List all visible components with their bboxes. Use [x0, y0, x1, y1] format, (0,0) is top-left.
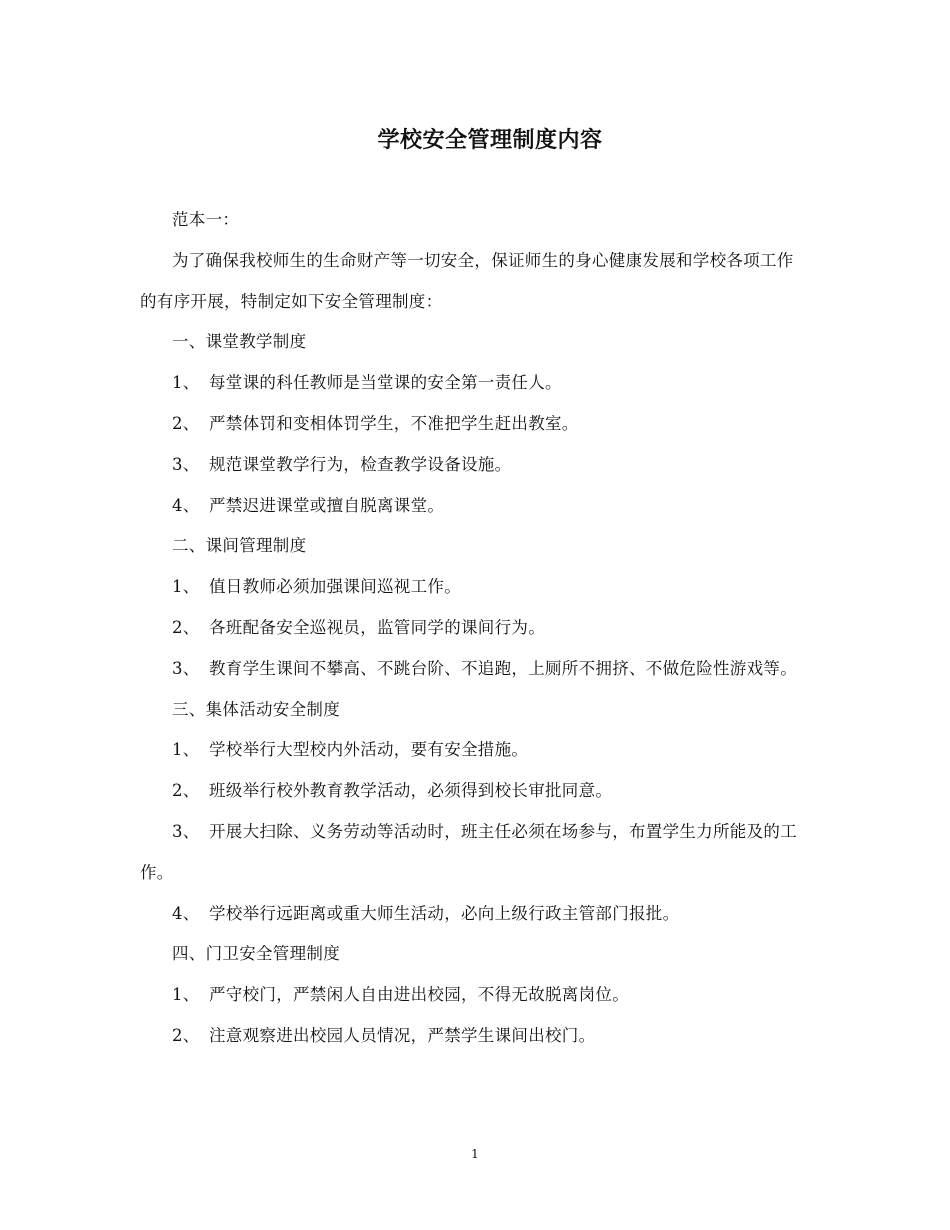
- item-number: 2、: [172, 781, 200, 801]
- page-title: 学校安全管理制度内容: [377, 128, 603, 153]
- item-number: 2、: [172, 413, 200, 433]
- item-number: 2、: [172, 1025, 200, 1045]
- list-item: [140, 486, 810, 527]
- list-item: [140, 649, 810, 690]
- document-body: [140, 200, 810, 1057]
- item-text: 规范课堂教学行为，检查教学设备设施。: [209, 454, 512, 474]
- list-item: [140, 975, 810, 1016]
- item-text: 开展大扫除、义务劳动等活动时，班主任必须在场参与，布置学生力所能及的工作。: [140, 821, 797, 882]
- item-text: 注意观察进出校园人员情况，严禁学生课间出校门。: [209, 1025, 596, 1045]
- paragraph: 范本一：: [172, 210, 240, 229]
- list-item: [140, 567, 810, 608]
- item-number: 1、: [172, 577, 200, 597]
- item-text: 值日教师必须加强课间巡视工作。: [209, 577, 461, 597]
- paragraph: 为了确保我校师生的生命财产等一切安全，保证师生的身心健康发展和学校各项工作的有序开展，特制定如下安全管理制度：: [140, 250, 794, 311]
- item-text: 学校举行大型校内外活动，要有安全措施。: [209, 740, 529, 760]
- list-item: [140, 1016, 810, 1057]
- list-item: [140, 730, 810, 771]
- item-number: 4、: [172, 903, 200, 923]
- page-number: 1: [471, 1147, 479, 1161]
- item-number: 4、: [172, 495, 200, 515]
- item-number: 2、: [172, 617, 200, 637]
- list-item: [140, 445, 810, 486]
- item-number: 1、: [172, 740, 200, 760]
- list-item: [140, 771, 810, 812]
- list-item: [140, 404, 810, 445]
- item-text: 班级举行校外教育教学活动，必须得到校长审批同意。: [209, 781, 613, 801]
- item-text: 严禁迟进课堂或擅自脱离课堂。: [209, 495, 445, 515]
- list-item: [140, 363, 810, 404]
- item-text: 每堂课的科任教师是当堂课的安全第一责任人。: [209, 373, 562, 393]
- list-item: [140, 608, 810, 649]
- list-item: [140, 812, 810, 894]
- section-heading: 三、集体活动安全制度: [172, 699, 340, 719]
- item-number: 1、: [172, 373, 200, 393]
- section-heading: 四、门卫安全管理制度: [172, 944, 340, 964]
- item-number: 1、: [172, 985, 200, 1005]
- item-text: 教育学生课间不攀高、不跳台阶、不追跑，上厕所不拥挤、不做危险性游戏等。: [209, 658, 797, 678]
- section-heading: 二、课间管理制度: [172, 536, 307, 556]
- item-text: 严守校门，严禁闲人自由进出校园，不得无故脱离岗位。: [209, 985, 629, 1005]
- section-heading: 一、课堂教学制度: [172, 332, 307, 352]
- item-number: 3、: [172, 454, 200, 474]
- item-text: 学校举行远距离或重大师生活动，必向上级行政主管部门报批。: [209, 903, 680, 923]
- item-text: 各班配备安全巡视员，监管同学的课间行为。: [209, 617, 545, 637]
- list-item: [140, 894, 810, 935]
- item-number: 3、: [172, 658, 200, 678]
- item-number: 3、: [172, 821, 200, 841]
- item-text: 严禁体罚和变相体罚学生，不准把学生赶出教室。: [209, 413, 579, 433]
